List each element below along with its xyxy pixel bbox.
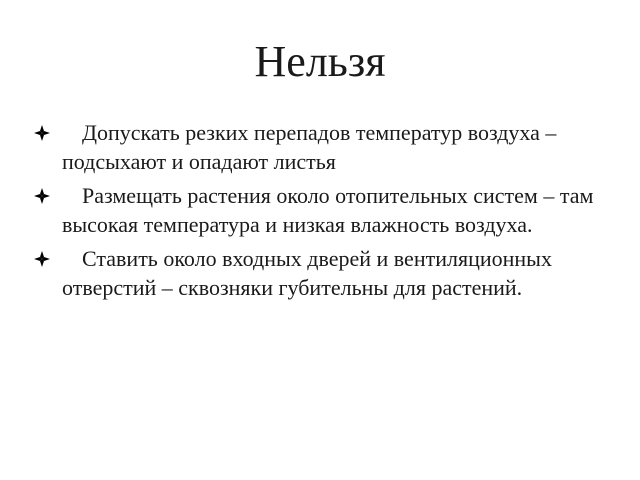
bullet-list [32,118,612,307]
slide-title: Нельзя [254,37,386,86]
diamond-bullet-icon [34,125,50,141]
diamond-bullet-icon [34,188,50,204]
bullet-text: Допускать резких перепадов температур воздуха – подсыхают и опадают листья [62,120,557,174]
bullet-text: Ставить около входных дверей и вентиляционных отверстий – сквозняки губительны для растений. [62,246,552,300]
list-item [32,244,612,302]
list-item [32,181,612,239]
list-item [32,118,612,176]
diamond-bullet-icon [34,251,50,267]
bullet-text: Размещать растения около отопительных систем – там высокая температура и низкая влажность воздуха. [62,183,594,237]
